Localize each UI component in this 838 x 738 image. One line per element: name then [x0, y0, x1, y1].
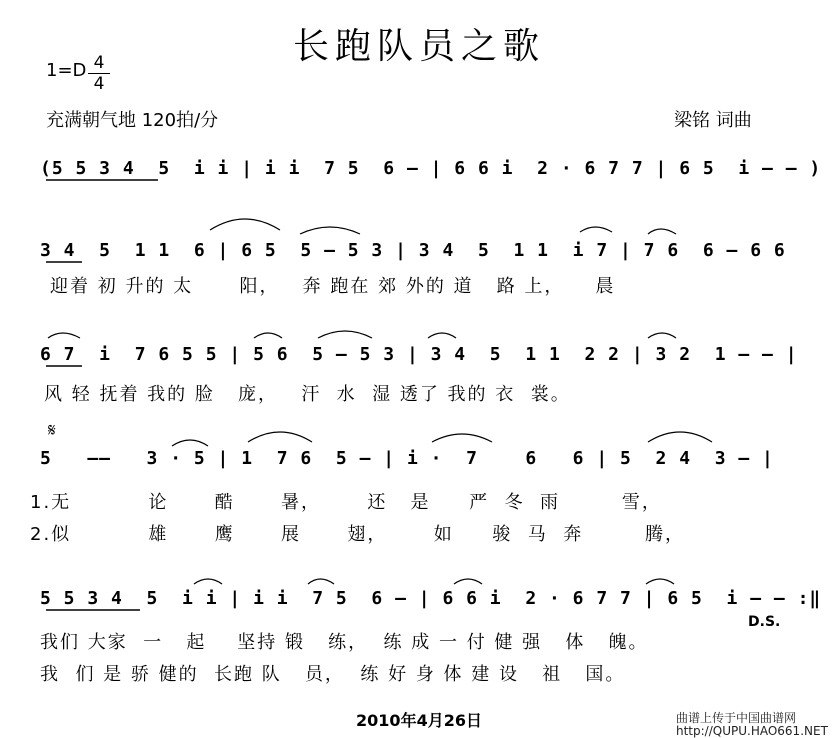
- author-credit: 梁铭 词曲: [674, 110, 752, 131]
- notes-line-2: 3 4 5 1 1 6 | 6 5 5 — 5 3 | 3 4 5 1 1 i 7 | 7 6 6 — 6 6: [40, 240, 786, 261]
- slur: [48, 333, 80, 338]
- slur: [432, 434, 492, 442]
- slur: [308, 579, 334, 584]
- tempo-marking: 充满朝气地 120拍/分: [46, 110, 219, 131]
- lyric-line-2: 迎着 初 升的 太 阳， 奔 跑在 郊 外的 道 路 上， 晨: [50, 276, 616, 297]
- slur: [580, 227, 612, 232]
- segno-sign: 𝄋: [48, 420, 56, 441]
- slur: [648, 432, 712, 442]
- song-title: 长跑队员之歌: [292, 26, 545, 67]
- slur: [210, 219, 280, 230]
- notes-line-1: (5 5 3 4 5 i i | i i 7 5 6 — | 6 6 i 2 · 6 7 7 | 6 5 i — — ): [40, 158, 822, 179]
- slur: [428, 333, 456, 338]
- watermark-line-1: 曲谱上传于中国曲谱网: [676, 711, 797, 725]
- slur: [172, 440, 208, 446]
- lyric-line-4-verse-1: 1.无 论 酷 暑， 还 是 严 冬 雨 雪，: [30, 492, 662, 513]
- lyric-line-5-verse-1: 我们 大家 一 起 坚持 锻 练， 练 成 一 付 健 强 体 魄。: [40, 632, 649, 653]
- slur: [648, 229, 676, 234]
- lyric-line-3: 风 轻 抚着 我的 脸 庞， 汗 水 湿 透了 我的 衣 裳。: [44, 384, 571, 405]
- date-stamp: 2010年4月26日: [356, 711, 482, 730]
- time-numerator: 4: [93, 53, 105, 73]
- slur: [300, 227, 360, 234]
- dal-segno-mark: D.S.: [748, 614, 781, 630]
- key-signature: 1=D: [46, 60, 87, 81]
- notes-line-4: 5 —— 3 · 5 | 1 7 6 5 — | i · 7 6 6 | 5 2 4 3 — |: [40, 448, 774, 469]
- notes-line-5: 5 5 3 4 5 i i | i i 7 5 6 — | 6 6 i 2 · 6 7 7 | 6 5 i — — :‖: [40, 588, 822, 609]
- watermark: [676, 712, 828, 738]
- slur: [248, 432, 312, 442]
- slur: [646, 579, 674, 584]
- slur: [194, 579, 222, 584]
- time-denominator: 4: [93, 74, 105, 94]
- lyric-line-4-verse-2: 2.似 雄 鹰 展 翅， 如 骏 马 奔 腾，: [30, 524, 685, 545]
- notes-line-3: 6 7 i 7 6 5 5 | 5 6 5 — 5 3 | 3 4 5 1 1 2 2 | 3 2 1 — — |: [40, 344, 798, 365]
- slur: [318, 331, 372, 338]
- slur: [254, 333, 282, 338]
- lyric-line-5-verse-2: 我 们 是 骄 健的 长跑 队 员， 练 好 身 体 建 设 祖 国。: [40, 664, 626, 685]
- slur: [648, 333, 676, 338]
- slur: [454, 579, 482, 584]
- watermark-line-2: http://QUPU.HAO661.NET: [676, 724, 828, 738]
